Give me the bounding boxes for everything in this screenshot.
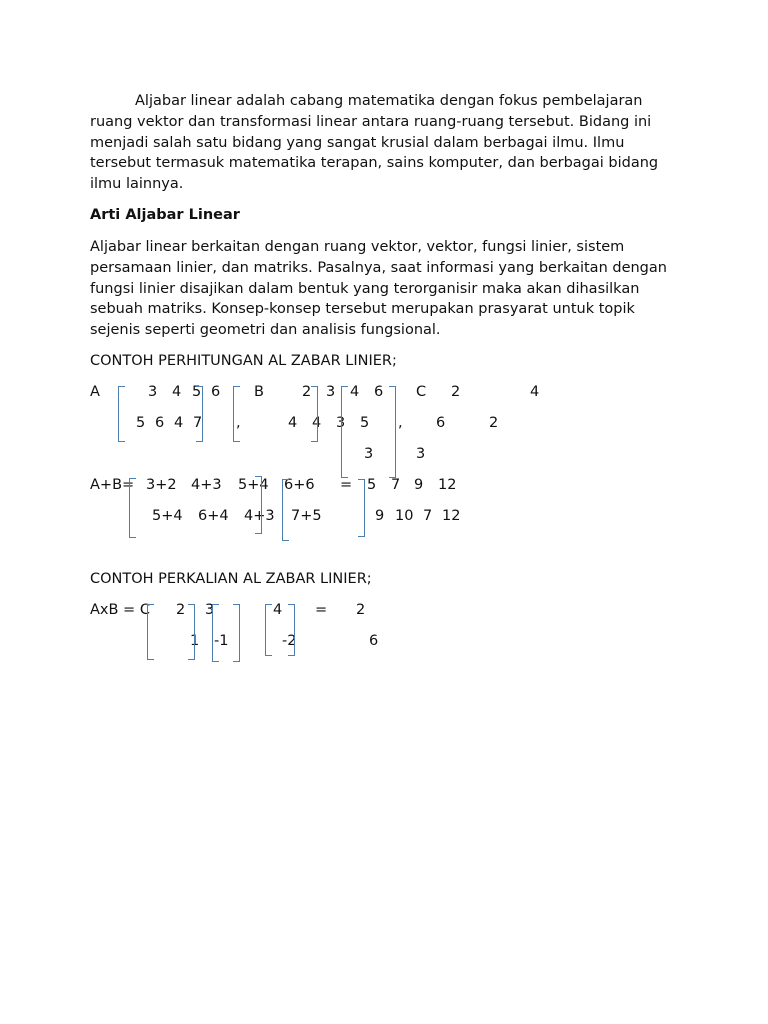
section-heading: Arti Aljabar Linear [90,207,240,223]
matrix-a-cell: 6 [211,384,221,400]
vector-cell: 4 [273,602,283,618]
result-matrix-cell: 12 [442,508,461,524]
intro-paragraph: Aljabar linear adalah cabang matematika dengan fokus pembelajaran ruang vektor dan transformasi linear antara ruang-ruang tersebut. Bidang ini menjadi salah satu bidang yang sangat krusial dalam berbagai ilmu. Ilmu tersebut termasuk matematika terapan, sains komputer, dan berbagai bidang ilmu lainnya. [90,93,659,193]
matrix-a-cell: 5 [136,415,146,431]
matrix-a-cell: 6 [155,415,165,431]
matrix-b-cell: 4 [312,415,322,431]
result-matrix-cell: 7 [391,477,401,493]
matrix-separator-comma: , [236,415,241,431]
addition-equals: = [340,477,353,493]
result-matrix-cell: 12 [438,477,457,493]
addition-lhs: A+B= [90,477,135,493]
matrix-b-cell: 6 [374,384,384,400]
sum-matrix-inner-bracket [282,479,289,541]
sum-matrix-cell: 4+3 [191,477,222,493]
matrix-c-label: C [416,384,427,400]
vector-right-bracket [288,604,295,656]
sum-matrix-cell: 6+4 [198,508,229,524]
mult-matrix-cell: -1 [214,633,229,649]
matrix-a-cell: 4 [174,415,184,431]
product-cell: 2 [356,602,366,618]
multiplication-example-title: CONTOH PERKALIAN AL ZABAR LINIER; [90,571,372,587]
matrix-a-cell: 5 [192,384,202,400]
multiplication-lhs: AxB = C [90,602,150,618]
matrix-c-cell: 2 [489,415,499,431]
matrix-c-cell: 6 [436,415,446,431]
matrix-c-left-bracket [341,386,348,478]
vector-cell: -2 [282,633,297,649]
matrix-b-right-bracket [311,386,318,442]
mult-matrix-inner-bracket [233,604,240,662]
matrix-b-cell: 5 [360,415,370,431]
matrix-a-cell: 7 [193,415,203,431]
mult-matrix-cell: 2 [176,602,186,618]
matrix-b-cell: 2 [302,384,312,400]
matrix-a-cell: 3 [148,384,158,400]
matrix-a-left-bracket [118,386,125,442]
matrix-b-left-bracket [233,386,240,442]
result-matrix-cell: 9 [414,477,424,493]
multiplication-equals: = [315,602,328,618]
matrix-c-right-bracket [389,386,396,478]
addition-example-title: CONTOH PERHITUNGAN AL ZABAR LINIER; [90,353,397,369]
result-matrix-cell: 9 [375,508,385,524]
sum-matrix-cell: 3+2 [146,477,177,493]
result-matrix-cell: 10 [395,508,414,524]
matrix-separator-comma: , [398,415,403,431]
sum-matrix-cell: 5+4 [238,477,269,493]
sum-matrix-cell: 5+4 [152,508,183,524]
result-matrix-cell: 7 [423,508,433,524]
matrix-b-cell: 4 [288,415,298,431]
matrix-a-cell: 4 [172,384,182,400]
matrix-b-cell: 4 [350,384,360,400]
matrix-b-cell: 3 [364,446,374,462]
matrix-a-label: A [90,384,100,400]
matrix-c-cell: 4 [530,384,540,400]
matrix-a-right-bracket [196,386,203,442]
result-matrix-bracket [358,479,365,537]
matrix-b-cell: 3 [326,384,336,400]
sum-matrix-left-bracket [129,478,136,538]
matrix-b-cell: 3 [336,415,346,431]
matrix-c-cell: 2 [451,384,461,400]
definition-paragraph: Aljabar linear berkaitan dengan ruang vektor, vektor, fungsi linier, sistem persamaan linier, dan matriks. Pasalnya, saat informasi yang berkaitan dengan fungsi linier disajikan dalam bentuk yang terorganisir maka akan dihasilkan sebuah matriks. Konsep-konsep tersebut merupakan prasyarat untuk topik sejenis seperti geometri dan analisis fungsional. [90,239,667,339]
matrix-b-label: B [254,384,264,400]
mult-matrix-cell: 3 [205,602,215,618]
sum-matrix-cell: 4+3 [244,508,275,524]
sum-matrix-right-bracket [255,476,262,534]
vector-left-bracket [265,604,272,656]
mult-matrix-inner-bracket [212,604,219,662]
matrix-c-cell: 3 [416,446,426,462]
product-cell: 6 [369,633,379,649]
sum-matrix-cell: 7+5 [291,508,322,524]
mult-matrix-cell: 1 [190,633,200,649]
mult-matrix-right-bracket [188,604,195,660]
mult-matrix-left-bracket [147,604,154,660]
result-matrix-cell: 5 [367,477,377,493]
sum-matrix-cell: 6+6 [284,477,315,493]
